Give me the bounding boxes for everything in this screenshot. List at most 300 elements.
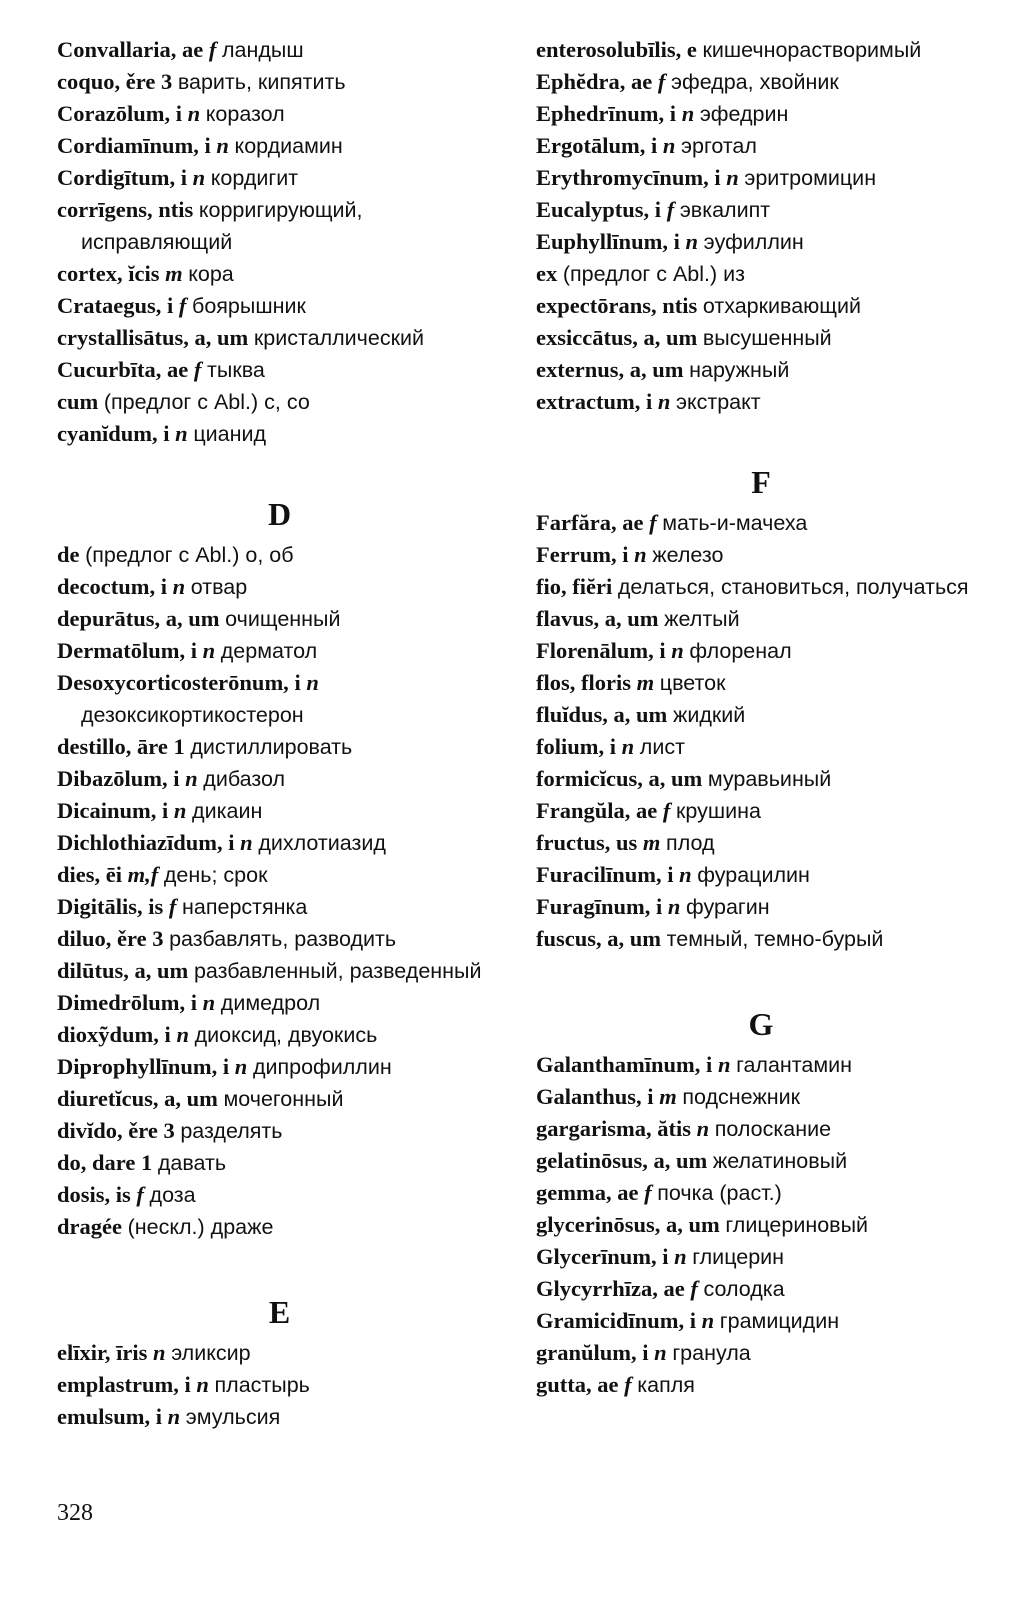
entry-translation: отвар	[190, 575, 248, 599]
entry-grammar: ntis	[152, 197, 194, 222]
entry-translation: диоксид, двуокись	[194, 1023, 378, 1047]
entry-grammar: i	[661, 862, 674, 887]
entry-lemma: crystallisātus,	[57, 325, 189, 350]
entry-lemma: gargarisma,	[536, 1116, 652, 1141]
entry-grammar: a, um	[158, 1086, 218, 1111]
entry-gender: n	[153, 1340, 166, 1365]
dictionary-entry	[536, 34, 986, 66]
entry-grammar: a, um	[607, 702, 668, 727]
entry-lemma: flavus,	[536, 606, 600, 631]
entry-grammar: ntis	[656, 293, 698, 318]
entry-gender: n	[202, 638, 216, 663]
entry-lemma: dragée	[57, 1214, 122, 1239]
entry-lemma: Diprophyllīnum,	[57, 1054, 218, 1079]
entry-lemma: divĭdo,	[57, 1118, 123, 1143]
dictionary-entry	[57, 1179, 502, 1211]
entry-gender: n	[185, 766, 198, 791]
entry-grammar: i	[653, 638, 666, 663]
entry-translation: день; срок	[163, 863, 268, 887]
entry-gender: m	[642, 830, 661, 855]
entry-lemma: granŭlum,	[536, 1340, 637, 1365]
dictionary-entry	[57, 34, 502, 66]
entry-translation: димедрол	[220, 991, 321, 1015]
entry-gender: f	[208, 37, 217, 62]
entry-translation: дикаин	[192, 799, 263, 823]
entry-translation: дихлотиазид	[258, 831, 386, 855]
entry-grammar: i	[170, 101, 182, 126]
entry-translation: темный, темно-бурый	[666, 927, 884, 951]
entry-translation: эмульсия	[185, 1405, 281, 1429]
entry-translation: эритромицин	[744, 166, 877, 190]
entry-grammar: i	[640, 389, 653, 414]
entry-lemma: cortex,	[57, 261, 123, 286]
dictionary-entry	[57, 667, 502, 731]
entry-translation: солодка	[703, 1277, 785, 1301]
entry-translation: наперстянка	[182, 895, 308, 919]
dictionary-entry	[57, 98, 502, 130]
entry-lemma: flos,	[536, 670, 576, 695]
entry-gender: f	[657, 69, 666, 94]
entry-grammar: ěre 3	[111, 926, 164, 951]
entry-lemma: Furagīnum,	[536, 894, 651, 919]
entry-gender: n	[173, 798, 187, 823]
entry-lemma: fluĭdus,	[536, 702, 608, 727]
entry-gender: n	[306, 670, 319, 695]
dictionary-entry	[57, 354, 502, 386]
entry-translation: дезоксикортикостерон	[81, 703, 304, 727]
entry-lemma: folium,	[536, 734, 605, 759]
entry-grammar: ae	[625, 69, 653, 94]
entry-gender: n	[187, 101, 201, 126]
entry-gender: f	[136, 1182, 144, 1207]
dictionary-entry	[57, 1147, 502, 1179]
dictionary-entry	[536, 859, 986, 891]
entry-lemma: Euphyllīnum,	[536, 229, 668, 254]
dictionary-entry	[536, 194, 986, 226]
dictionary-entry	[57, 763, 502, 795]
entry-gender: n	[696, 1116, 710, 1141]
dictionary-entry	[57, 891, 502, 923]
entry-lemma: Farfăra,	[536, 510, 617, 535]
entry-gender: m,f	[127, 862, 159, 887]
entry-translation: кордиамин	[234, 134, 343, 158]
entry-translation: грамицидин	[719, 1309, 840, 1333]
entry-grammar: ěre 3	[122, 1118, 175, 1143]
entry-translation: плод	[666, 831, 715, 855]
entry-grammar: i	[708, 165, 721, 190]
entry-lemma: emplastrum,	[57, 1372, 179, 1397]
entry-lemma: gelatinōsus,	[536, 1148, 648, 1173]
entry-lemma: corrīgens,	[57, 197, 153, 222]
entry-translation: подснежник	[682, 1085, 801, 1109]
entry-gender: m	[636, 670, 655, 695]
entry-grammar: i	[175, 165, 188, 190]
entry-grammar: us	[610, 830, 638, 855]
entry-translation: тыква	[207, 358, 265, 382]
entry-gender: f	[624, 1372, 632, 1397]
dictionary-entry	[57, 1401, 502, 1433]
dictionary-entry	[536, 1369, 986, 1401]
entry-translation: дерматол	[220, 639, 318, 663]
entry-lemma: diuretĭcus,	[57, 1086, 159, 1111]
entry-lemma: externus,	[536, 357, 625, 382]
dictionary-entry	[536, 603, 986, 635]
entry-grammar: i	[649, 197, 662, 222]
left-column	[57, 34, 502, 1433]
entry-lemma: Digitālis,	[57, 894, 143, 919]
entry-translation: полоскание	[714, 1117, 832, 1141]
entry-grammar: floris	[575, 670, 631, 695]
entry-lemma: enterosolubīlis,	[536, 37, 682, 62]
dictionary-entry	[536, 699, 986, 731]
entry-translation: кристаллический	[253, 326, 425, 350]
entry-translation: (предлог с Abl.) о, об	[85, 543, 294, 567]
dictionary-entry	[57, 418, 502, 450]
dictionary-entry	[536, 1177, 986, 1209]
entry-grammar: ĭcis	[122, 261, 160, 286]
dictionary-entry	[57, 322, 502, 354]
entry-gender: f	[193, 357, 202, 382]
entry-grammar: ēi	[100, 862, 123, 887]
section-letter-heading: E	[268, 1294, 291, 1330]
dictionary-entry	[536, 1241, 986, 1273]
entry-gender: n	[681, 101, 695, 126]
entry-gender: n	[657, 389, 671, 414]
entry-grammar: i	[656, 1244, 669, 1269]
entry-grammar: ae	[616, 510, 644, 535]
entry-translation: муравьиный	[707, 767, 832, 791]
entry-grammar: is	[110, 1182, 131, 1207]
entry-gender: n	[671, 638, 684, 663]
entry-gender: n	[662, 133, 676, 158]
entry-gender: n	[685, 229, 698, 254]
dictionary-entry	[536, 1081, 986, 1113]
entry-translation: давать	[157, 1151, 227, 1175]
dictionary-entry	[57, 1369, 502, 1401]
entry-lemma: dosis,	[57, 1182, 111, 1207]
entry-grammar: i	[185, 990, 198, 1015]
entry-lemma: Convallaria,	[57, 37, 177, 62]
dictionary-entry	[536, 1273, 986, 1305]
entry-translation: дистиллировать	[190, 735, 353, 759]
entry-gender: n	[667, 894, 681, 919]
right-column	[536, 34, 986, 1401]
entry-gender: m	[659, 1084, 677, 1109]
entry-lemma: Corazōlum,	[57, 101, 171, 126]
entry-translation: разбавленный, разведенный	[193, 959, 482, 983]
dictionary-entry	[536, 226, 986, 258]
entry-grammar: i	[650, 894, 663, 919]
entry-grammar: ae	[176, 37, 204, 62]
dictionary-entry	[57, 66, 502, 98]
dictionary-entry	[536, 1337, 986, 1369]
entry-gender: n	[717, 1052, 731, 1077]
entry-lemma: Dibazōlum,	[57, 766, 168, 791]
dictionary-entry	[536, 1305, 986, 1337]
entry-grammar: ěre 3	[120, 69, 173, 94]
dictionary-entry	[536, 763, 986, 795]
entry-grammar: i	[700, 1052, 713, 1077]
dictionary-entry	[536, 1209, 986, 1241]
entry-lemma: Glycyrrhīza,	[536, 1276, 658, 1301]
dictionary-entry	[536, 354, 986, 386]
entry-gender: n	[175, 421, 188, 446]
dictionary-entry	[57, 1337, 502, 1369]
entry-lemma: Ephĕdra,	[536, 69, 626, 94]
entry-grammar: i	[288, 670, 301, 695]
entry-lemma: ex	[536, 261, 558, 286]
entry-translation: экстракт	[675, 390, 761, 414]
dictionary-entry	[57, 130, 502, 162]
entry-translation: (предлог с Abl.) с, со	[103, 390, 310, 414]
entry-gender: n	[216, 133, 229, 158]
entry-translation: (нескл.) драже	[127, 1215, 274, 1239]
entry-gender: n	[654, 1340, 667, 1365]
entry-translation: боярышник	[192, 294, 306, 318]
entry-translation: глицериновый	[725, 1213, 869, 1237]
entry-grammar: i	[156, 798, 169, 823]
entry-translation: (предлог с Abl.) из	[562, 262, 745, 286]
dictionary-entry	[57, 162, 502, 194]
dictionary-entry	[57, 386, 502, 418]
entry-translation: эрготал	[681, 134, 757, 158]
entry-translation: эфедра, хвойник	[671, 70, 839, 94]
entry-gender: n	[726, 165, 739, 190]
entry-grammar: i	[185, 638, 197, 663]
entry-translation: глицерин	[692, 1245, 785, 1269]
entry-gender: f	[168, 894, 177, 919]
entry-grammar: e	[681, 37, 697, 62]
entry-lemma: Dichlothiazīdum,	[57, 830, 223, 855]
entry-grammar: fiĕri	[566, 574, 613, 599]
entry-lemma: Dimedrōlum,	[57, 990, 186, 1015]
entry-gender: n	[167, 1404, 181, 1429]
entry-translation: желтый	[664, 607, 740, 631]
entry-grammar: āre 1	[131, 734, 185, 759]
entry-grammar: ae	[630, 798, 658, 823]
entry-grammar: ae	[657, 1276, 685, 1301]
entry-translation: эфедрин	[699, 102, 789, 126]
entry-grammar: a, um	[128, 958, 189, 983]
dictionary-entry	[536, 795, 986, 827]
entry-lemma: Ferrum,	[536, 542, 617, 567]
entry-grammar: a, um	[188, 325, 249, 350]
entry-grammar: a, um	[637, 325, 698, 350]
entry-gender: f	[178, 293, 187, 318]
entry-translation: желатиновый	[712, 1149, 848, 1173]
entry-translation: эликсир	[171, 1341, 251, 1365]
entry-lemma: cyanĭdum,	[57, 421, 158, 446]
entry-grammar: i	[178, 1372, 191, 1397]
entry-gender: n	[621, 734, 635, 759]
entry-lemma: do,	[57, 1150, 87, 1175]
entry-lemma: fuscus,	[536, 926, 602, 951]
dictionary-entry	[536, 891, 986, 923]
entry-lemma: cum	[57, 389, 99, 414]
entry-grammar: i	[222, 830, 235, 855]
entry-gender: f	[644, 1180, 652, 1205]
entry-grammar: i	[150, 1404, 163, 1429]
entry-translation: варить, кипятить	[177, 70, 346, 94]
entry-translation: делаться, становиться, получаться	[617, 575, 969, 599]
entry-translation: коразол	[205, 102, 285, 126]
dictionary-entry	[536, 923, 986, 955]
dictionary-entry	[57, 635, 502, 667]
entry-translation: флоренал	[689, 639, 792, 663]
entry-translation: кордигит	[210, 166, 299, 190]
entry-grammar: is	[142, 894, 164, 919]
entry-lemma: Florenālum,	[536, 638, 654, 663]
dictionary-entry	[536, 635, 986, 667]
entry-grammar: i	[158, 1022, 171, 1047]
entry-lemma: Furacilīnum,	[536, 862, 662, 887]
entry-gender: n	[234, 1054, 248, 1079]
dictionary-entry	[57, 987, 502, 1019]
entry-translation: дипрофиллин	[252, 1055, 392, 1079]
entry-gender: f	[666, 197, 675, 222]
entry-lemma: decoctum,	[57, 574, 156, 599]
entry-translation: галантамин	[736, 1053, 853, 1077]
entry-gender: n	[240, 830, 253, 855]
entry-lemma: Dermatōlum,	[57, 638, 186, 663]
dictionary-entry	[57, 571, 502, 603]
entry-gender: n	[679, 862, 692, 887]
entry-lemma: fio,	[536, 574, 567, 599]
entry-gender: n	[176, 1022, 189, 1047]
entry-lemma: expectōrans,	[536, 293, 657, 318]
entry-grammar: a, um	[599, 606, 659, 631]
entry-lemma: Frangŭla,	[536, 798, 631, 823]
entry-lemma: fructus,	[536, 830, 611, 855]
dictionary-entry	[57, 859, 502, 891]
dictionary-entry	[536, 571, 986, 603]
entry-gender: m	[165, 261, 183, 286]
dictionary-entry	[57, 1115, 502, 1147]
dictionary-entry	[536, 731, 986, 763]
entry-lemma: Crataegus,	[57, 293, 162, 318]
entry-gender: n	[172, 574, 186, 599]
entry-lemma: Gramicidīnum,	[536, 1308, 685, 1333]
dictionary-entry	[57, 194, 502, 258]
entry-translation: кишечнорастворимый	[702, 38, 922, 62]
entry-translation: доза	[149, 1183, 196, 1207]
dictionary-entry	[57, 1019, 502, 1051]
entry-lemma: Erythromycīnum,	[536, 165, 709, 190]
entry-translation: мочегонный	[223, 1087, 344, 1111]
entry-gender: n	[674, 1244, 687, 1269]
entry-grammar: i	[645, 133, 658, 158]
entry-gender: n	[634, 542, 647, 567]
entry-grammar: i	[167, 766, 180, 791]
entry-translation: наружный	[689, 358, 790, 382]
dictionary-entry	[57, 923, 502, 955]
entry-translation: очищенный	[225, 607, 341, 631]
dictionary-entry	[536, 1113, 986, 1145]
dictionary-entry	[536, 130, 986, 162]
entry-grammar: a, um	[660, 1212, 720, 1237]
entry-grammar: i	[198, 133, 211, 158]
entry-translation: дибазол	[203, 767, 286, 791]
entry-translation: крушина	[676, 799, 761, 823]
entry-lemma: emulsum,	[57, 1404, 151, 1429]
entry-lemma: exsiccātus,	[536, 325, 638, 350]
entry-lemma: gemma,	[536, 1180, 612, 1205]
entry-translation: лист	[639, 735, 685, 759]
dictionary-entry	[536, 1049, 986, 1081]
entry-translation: мать-и-мачеха	[662, 511, 808, 535]
entry-translation: капля	[637, 1373, 695, 1397]
entry-lemma: Desoxycorticosterōnum,	[57, 670, 289, 695]
dictionary-entry	[536, 1145, 986, 1177]
entry-grammar: i	[636, 1340, 649, 1365]
entry-lemma: Cordigītum,	[57, 165, 176, 190]
entry-grammar: a, um	[647, 1148, 708, 1173]
entry-translation: эвкалипт	[679, 198, 771, 222]
dictionary-entry	[57, 603, 502, 635]
entry-lemma: destillo,	[57, 734, 132, 759]
dictionary-entry	[536, 386, 986, 418]
entry-grammar: i	[616, 542, 629, 567]
entry-translation: фурагин	[686, 895, 770, 919]
dictionary-entry	[536, 98, 986, 130]
entry-lemma: dilūtus,	[57, 958, 129, 983]
dictionary-entry	[57, 1051, 502, 1083]
entry-lemma: formicĭcus,	[536, 766, 643, 791]
dictionary-entry	[57, 1211, 502, 1243]
entry-grammar: i	[217, 1054, 230, 1079]
entry-grammar: a, um	[642, 766, 703, 791]
entry-lemma: diluo,	[57, 926, 112, 951]
entry-gender: n	[192, 165, 206, 190]
entry-translation: кора	[188, 262, 234, 286]
entry-translation: почка (раст.)	[657, 1181, 782, 1205]
dictionary-entry	[536, 507, 986, 539]
page-number: 328	[57, 1500, 93, 1526]
entry-gender: f	[662, 798, 671, 823]
section-letter-heading: G	[748, 1006, 774, 1042]
entry-lemma: extractum,	[536, 389, 641, 414]
dictionary-entry	[536, 162, 986, 194]
entry-translation: цветок	[659, 671, 726, 695]
dictionary-entry	[536, 66, 986, 98]
entry-lemma: gutta,	[536, 1372, 592, 1397]
dictionary-entry	[536, 322, 986, 354]
dictionary-entry	[57, 1083, 502, 1115]
entry-translation: жидкий	[672, 703, 746, 727]
entry-grammar: i	[161, 293, 174, 318]
dictionary-entry	[536, 290, 986, 322]
entry-lemma: Glycerīnum,	[536, 1244, 657, 1269]
section-letter-heading: F	[751, 464, 771, 500]
entry-gender: n	[701, 1308, 715, 1333]
entry-gender: f	[690, 1276, 698, 1301]
entry-lemma: de	[57, 542, 80, 567]
dictionary-entry	[57, 258, 502, 290]
dictionary-entry	[536, 667, 986, 699]
entry-grammar: i	[155, 574, 167, 599]
dictionary-entry	[57, 290, 502, 322]
entry-lemma: Cucurbīta,	[57, 357, 162, 382]
entry-gender: n	[196, 1372, 209, 1397]
entry-grammar: a, um	[601, 926, 662, 951]
entry-translation: высушенный	[702, 326, 832, 350]
entry-grammar: i	[157, 421, 170, 446]
entry-translation: корригирующий, исправляющий	[81, 198, 363, 254]
entry-lemma: dioxỹdum,	[57, 1022, 159, 1047]
entry-lemma: Eucalyptus,	[536, 197, 650, 222]
entry-lemma: coquo,	[57, 69, 121, 94]
entry-translation: отхаркивающий	[702, 294, 862, 318]
